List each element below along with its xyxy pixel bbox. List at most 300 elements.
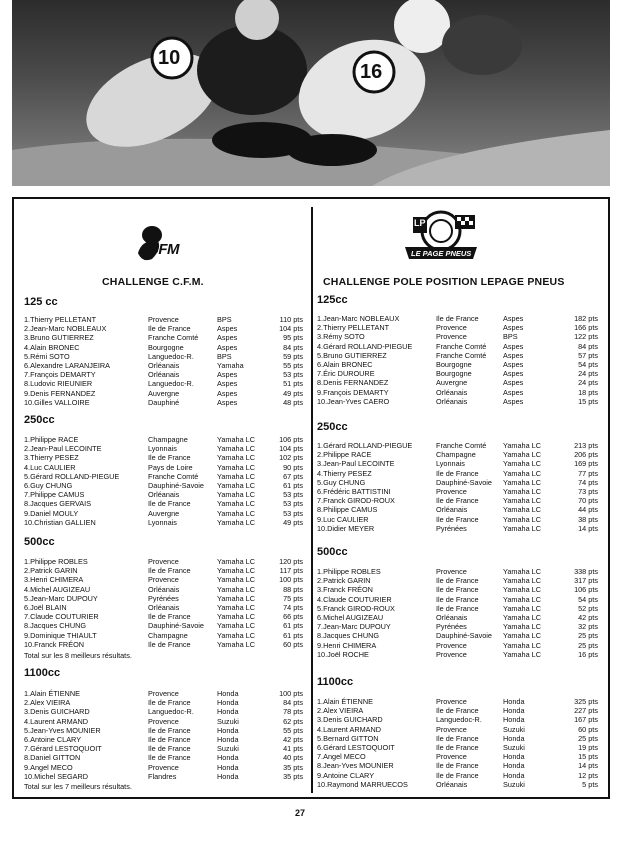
cell-rider: 10.Didier MEYER <box>317 523 375 533</box>
cell-machine: Yamaha LC <box>503 603 541 613</box>
cell-region: Auvergne <box>436 378 468 388</box>
cell-region: Provence <box>148 716 179 726</box>
cell-machine: Aspes <box>503 359 524 369</box>
cell-machine: Aspes <box>503 369 524 379</box>
cell-region: Ile de France <box>436 314 479 323</box>
cell-points: 16 pts <box>578 649 598 659</box>
cell-rider: 6.Alexandre LARANJEIRA <box>24 360 110 370</box>
cell-points: 41 pts <box>283 744 303 754</box>
cell-points: 60 pts <box>578 724 598 734</box>
cell-region: Orléanais <box>148 370 180 380</box>
table-row <box>22 640 305 649</box>
cell-region: Franche Comté <box>148 471 199 481</box>
cell-rider: 7.Philippe CAMUS <box>24 490 85 500</box>
cell-region: Flandres <box>148 771 177 781</box>
cell-region: Ile de France <box>148 499 191 509</box>
cell-rider: 4.Gérard ROLLAND-PIEGUE <box>317 341 413 351</box>
cell-rider: 3.Jean-Paul LECOINTE <box>317 459 395 469</box>
cell-rider: 8.Philippe CAMUS <box>317 505 378 515</box>
cell-points: 62 pts <box>283 716 303 726</box>
cell-rider: 7.Éric DUROURE <box>317 369 375 379</box>
table-row <box>22 379 305 388</box>
cell-rider: 7.Franck GIROD-ROUX <box>317 496 395 506</box>
cell-points: 49 pts <box>283 388 303 398</box>
cell-machine: Aspes <box>503 396 524 406</box>
cell-points: 77 pts <box>578 468 598 478</box>
results-panel <box>12 197 610 799</box>
table-row <box>317 595 604 604</box>
cell-region: Champagne <box>436 450 476 460</box>
cell-points: 100 pts <box>279 575 303 585</box>
cell-machine: Aspes <box>217 333 238 343</box>
cell-machine: Yamaha LC <box>503 612 541 622</box>
table-row <box>317 378 604 387</box>
table-row <box>22 594 305 603</box>
cell-rider: 10.Franck FRÉON <box>24 639 85 649</box>
table-row <box>317 332 604 341</box>
cell-region: Provence <box>436 640 467 650</box>
table-row <box>22 621 305 630</box>
table-row <box>22 772 305 781</box>
table-row <box>22 753 305 762</box>
lepage-section-1100-title: 1100cc <box>317 676 354 688</box>
cell-region: Ile de France <box>436 770 479 780</box>
cell-region: Provence <box>148 557 179 566</box>
table-row <box>317 585 604 594</box>
cell-region: Provence <box>436 724 467 734</box>
cell-machine: Honda <box>503 715 525 725</box>
cell-points: 35 pts <box>283 762 303 772</box>
cell-region: Provence <box>436 697 467 706</box>
lepage-pneus-logo <box>397 209 485 261</box>
cell-region: Orléanais <box>148 360 180 370</box>
cell-region: Ile de France <box>436 733 479 743</box>
cell-machine: Yamaha LC <box>217 517 255 527</box>
cell-machine: Yamaha LC <box>217 471 255 481</box>
cell-rider: 8.Denis FERNANDEZ <box>317 378 389 388</box>
table-row <box>317 604 604 613</box>
table-row <box>22 689 305 698</box>
table-row <box>22 472 305 481</box>
cell-region: Ile de France <box>148 753 191 763</box>
table-row <box>317 743 604 752</box>
table-row <box>317 351 604 360</box>
cell-points: 84 pts <box>283 698 303 708</box>
cell-region: Pyrénées <box>148 593 179 603</box>
cell-rider: 10.Michel SEGARD <box>24 771 89 781</box>
table-row <box>317 314 604 323</box>
cell-rider: 4.Luc CAULIER <box>24 462 76 472</box>
cell-points: 167 pts <box>574 715 598 725</box>
cell-rider: 4.Laurent ARMAND <box>24 716 89 726</box>
cell-points: 169 pts <box>574 459 598 469</box>
cell-points: 104 pts <box>279 324 303 334</box>
table-row <box>22 744 305 753</box>
cell-machine: Yamaha LC <box>503 523 541 533</box>
cell-machine: Yamaha LC <box>503 631 541 641</box>
table-row <box>317 487 604 496</box>
cell-machine: Yamaha LC <box>503 441 541 450</box>
cell-rider: 2.Patrick GARIN <box>317 576 371 586</box>
cell-machine: Yamaha LC <box>503 496 541 506</box>
cell-region: Provence <box>148 762 179 772</box>
cell-machine: Yamaha LC <box>217 630 255 640</box>
table-row <box>22 566 305 575</box>
cell-machine: Aspes <box>217 379 238 389</box>
table-row <box>22 518 305 527</box>
cell-points: 317 pts <box>574 576 598 586</box>
cell-points: 24 pts <box>578 369 598 379</box>
cell-rider: 5.Bruno GUTIERREZ <box>317 350 387 360</box>
table-row <box>22 763 305 772</box>
table-row <box>22 490 305 499</box>
cell-points: 42 pts <box>578 612 598 622</box>
cell-machine: Yamaha LC <box>503 649 541 659</box>
cell-points: 42 pts <box>283 734 303 744</box>
table-row <box>317 342 604 351</box>
table-row <box>22 557 305 566</box>
bike-number-16: 16 <box>360 61 383 83</box>
cell-machine: Honda <box>217 753 239 763</box>
cell-region: Pyrénées <box>436 523 467 533</box>
cell-points: 18 pts <box>578 387 598 397</box>
cell-region: Ile de France <box>436 603 479 613</box>
table-row <box>317 459 604 468</box>
cell-rider: 3.Henri CHIMERA <box>24 575 84 585</box>
cell-region: Orléanais <box>148 602 180 612</box>
cell-points: 25 pts <box>578 631 598 641</box>
column-divider <box>311 207 313 793</box>
cell-region: Orléanais <box>436 779 468 789</box>
table-row <box>317 469 604 478</box>
table-row <box>22 726 305 735</box>
cell-rider: 2.Alex VIEIRA <box>317 706 364 716</box>
cell-rider: 3.Rémy SOTO <box>317 332 365 342</box>
table-row <box>22 499 305 508</box>
cell-machine: Yamaha LC <box>217 444 255 454</box>
cell-machine: BPS <box>503 332 518 342</box>
cell-region: Orléanais <box>436 396 468 406</box>
cell-machine: Honda <box>217 698 239 708</box>
cell-points: 84 pts <box>578 341 598 351</box>
cell-points: 14 pts <box>578 523 598 533</box>
cell-region: Orléanais <box>148 490 180 500</box>
cell-region: Ile de France <box>436 514 479 524</box>
table-row <box>22 435 305 444</box>
cfm-section-125-title: 125 cc <box>24 296 58 308</box>
cell-machine: Yamaha LC <box>217 499 255 509</box>
cell-rider: 6.Guy CHUNG <box>24 480 73 490</box>
cell-machine: Honda <box>503 697 525 706</box>
cell-points: 166 pts <box>574 323 598 333</box>
race-photo <box>12 0 610 186</box>
lepage-section-250-title: 250cc <box>317 421 348 433</box>
cell-rider: 10.Jean-Yves CAERO <box>317 396 390 406</box>
table-row <box>317 771 604 780</box>
cell-rider: 9.Daniel MOULY <box>24 508 79 518</box>
table-row <box>317 761 604 770</box>
lepage-logo-mark: LP <box>414 218 426 228</box>
table-row <box>22 370 305 379</box>
cell-rider: 5.Jean-Yves MOUNIER <box>24 725 101 735</box>
cell-points: 40 pts <box>283 753 303 763</box>
cell-machine: Yamaha LC <box>503 585 541 595</box>
cell-points: 61 pts <box>283 621 303 631</box>
cell-points: 15 pts <box>578 396 598 406</box>
cfm-section-250-title: 250cc <box>24 414 55 426</box>
cell-machine: Yamaha LC <box>503 622 541 632</box>
cell-machine: Yamaha LC <box>217 453 255 463</box>
cell-machine: Yamaha LC <box>217 639 255 649</box>
cell-region: Ile de France <box>148 566 191 576</box>
bike-number-10: 10 <box>158 47 181 69</box>
cell-machine: Aspes <box>503 387 524 397</box>
cell-region: Bourgogne <box>436 359 472 369</box>
table-row <box>22 315 305 324</box>
cell-rider: 4.Thierry PESEZ <box>317 468 372 478</box>
cell-machine: Yamaha LC <box>503 576 541 586</box>
cfm-250-table <box>22 435 305 527</box>
cell-rider: 2.Jean-Paul LECOINTE <box>24 444 102 454</box>
cell-region: Provence <box>148 315 179 324</box>
cell-rider: 9.Luc CAULIER <box>317 514 369 524</box>
cell-rider: 2.Jean-Marc NOBLEAUX <box>24 324 107 334</box>
cell-machine: Yamaha LC <box>217 602 255 612</box>
cell-machine: Aspes <box>217 370 238 380</box>
cell-rider: 10.Raymond MARRUECOS <box>317 779 408 789</box>
cell-region: Franche Comté <box>436 441 487 450</box>
cell-points: 213 pts <box>574 441 598 450</box>
cell-region: Ile de France <box>148 324 191 334</box>
cell-region: Languedoc-R. <box>148 351 194 361</box>
cell-region: Ile de France <box>148 744 191 754</box>
table-row <box>317 622 604 631</box>
table-row <box>317 752 604 761</box>
cell-rider: 10.Christian GALLIEN <box>24 517 96 527</box>
cfm-1100-table <box>22 689 305 781</box>
cell-points: 32 pts <box>578 622 598 632</box>
cell-machine: Honda <box>217 771 239 781</box>
table-row <box>22 463 305 472</box>
cell-machine: Aspes <box>217 388 238 398</box>
cell-points: 53 pts <box>283 490 303 500</box>
cfm-500-note: Total sur les 8 meilleurs résultats. <box>24 651 132 660</box>
cell-points: 100 pts <box>279 689 303 698</box>
cfm-1100-note: Total sur les 7 meilleurs résultats. <box>24 782 132 791</box>
cell-rider: 1.Philippe ROBLES <box>24 557 88 566</box>
cfm-logo-text: CFM <box>148 241 179 258</box>
cell-region: Ile de France <box>436 761 479 771</box>
cell-points: 84 pts <box>283 342 303 352</box>
cell-points: 102 pts <box>279 453 303 463</box>
table-row <box>22 585 305 594</box>
cell-region: Dauphiné-Savoie <box>436 631 492 641</box>
cell-rider: 6.Antoine CLARY <box>24 734 82 744</box>
cell-machine: Yamaha LC <box>503 514 541 524</box>
table-row <box>317 450 604 459</box>
cell-machine: Honda <box>503 706 525 716</box>
cell-region: Bourgogne <box>436 369 472 379</box>
cell-points: 74 pts <box>578 477 598 487</box>
cell-region: Ile de France <box>436 576 479 586</box>
table-row <box>317 388 604 397</box>
cell-region: Franche Comté <box>436 341 487 351</box>
cell-points: 73 pts <box>578 486 598 496</box>
table-row <box>22 444 305 453</box>
cell-machine: Aspes <box>503 341 524 351</box>
cell-machine: Yamaha LC <box>217 621 255 631</box>
cell-region: Languedoc-R. <box>148 707 194 717</box>
cell-points: 19 pts <box>578 742 598 752</box>
cell-region: Ile de France <box>148 734 191 744</box>
table-row <box>22 612 305 621</box>
cfm-125-table <box>22 315 305 407</box>
cell-rider: 4.Alain BRONEC <box>24 342 80 352</box>
cell-rider: 1.Philippe ROBLES <box>317 567 381 576</box>
cell-rider: 2.Philippe RACE <box>317 450 372 460</box>
cell-points: 88 pts <box>283 584 303 594</box>
cell-rider: 5.Rémi SOTO <box>24 351 70 361</box>
cell-region: Orléanais <box>436 387 468 397</box>
cell-points: 61 pts <box>283 630 303 640</box>
table-row <box>317 478 604 487</box>
cell-machine: Yamaha LC <box>217 462 255 472</box>
cell-points: 67 pts <box>283 471 303 481</box>
table-row <box>22 603 305 612</box>
cell-machine: Yamaha LC <box>503 468 541 478</box>
cell-points: 55 pts <box>283 725 303 735</box>
cell-machine: Honda <box>217 725 239 735</box>
cfm-section-1100-title: 1100cc <box>24 667 61 679</box>
cell-points: 14 pts <box>578 761 598 771</box>
cell-machine: Yamaha LC <box>503 505 541 515</box>
cell-points: 325 pts <box>574 697 598 706</box>
cell-machine: Honda <box>503 733 525 743</box>
table-row <box>317 515 604 524</box>
cell-rider: 7.Gérard LESTOQUOIT <box>24 744 102 754</box>
cell-rider: 4.Michel AUGIZEAU <box>24 584 91 594</box>
cell-points: 38 pts <box>578 514 598 524</box>
cell-machine: Yamaha LC <box>503 450 541 460</box>
cell-rider: 8.Jean-Yves MOUNIER <box>317 761 394 771</box>
table-row <box>317 496 604 505</box>
cell-points: 48 pts <box>283 397 303 407</box>
table-row <box>317 734 604 743</box>
cell-rider: 1.Gérard ROLLAND-PIEGUE <box>317 441 413 450</box>
lepage-250-table <box>317 441 604 533</box>
cell-rider: 3.Thierry PESEZ <box>24 453 79 463</box>
table-row <box>317 706 604 715</box>
cell-machine: Yamaha LC <box>217 593 255 603</box>
cell-points: 95 pts <box>283 333 303 343</box>
cell-region: Provence <box>436 649 467 659</box>
table-row <box>317 369 604 378</box>
cell-region: Ile de France <box>436 468 479 478</box>
cell-region: Provence <box>436 567 467 576</box>
cell-machine: Aspes <box>217 342 238 352</box>
cell-machine: Yamaha LC <box>503 640 541 650</box>
cell-region: Pyrénées <box>436 622 467 632</box>
cell-machine: Suzuki <box>503 779 525 789</box>
cell-rider: 9.Antoine CLARY <box>317 770 375 780</box>
cell-points: 338 pts <box>574 567 598 576</box>
table-row <box>22 575 305 584</box>
cell-rider: 10.Joël ROCHE <box>317 649 369 659</box>
cell-machine: Yamaha LC <box>503 567 541 576</box>
cell-rider: 3.Denis GUICHARD <box>24 707 90 717</box>
cell-machine: Yamaha LC <box>503 594 541 604</box>
cell-region: Provence <box>436 323 467 333</box>
lepage-section-125-title: 125cc <box>317 294 348 306</box>
cell-machine: Yamaha LC <box>217 612 255 622</box>
cfm-logo <box>132 223 192 267</box>
cell-rider: 6.Joël BLAIN <box>24 602 67 612</box>
cell-rider: 9.Angel MECO <box>24 762 73 772</box>
table-row <box>22 343 305 352</box>
cell-points: 44 pts <box>578 505 598 515</box>
cell-points: 15 pts <box>578 752 598 762</box>
cell-rider: 5.Gérard ROLLAND-PIEGUE <box>24 471 120 481</box>
cell-region: Ile de France <box>148 725 191 735</box>
cell-region: Ile de France <box>148 639 191 649</box>
cell-rider: 6.Michel AUGIZEAU <box>317 612 384 622</box>
table-row <box>22 509 305 518</box>
table-row <box>317 524 604 533</box>
table-row <box>317 641 604 650</box>
cell-rider: 7.François DEMARTY <box>24 370 96 380</box>
table-row <box>22 389 305 398</box>
cell-points: 104 pts <box>279 444 303 454</box>
table-row <box>22 333 305 342</box>
cell-region: Provence <box>436 332 467 342</box>
cell-rider: 8.Ludovic RIEUNIER <box>24 379 93 389</box>
table-row <box>317 505 604 514</box>
table-row <box>22 735 305 744</box>
cell-region: Orléanais <box>436 612 468 622</box>
table-row <box>22 453 305 462</box>
table-row <box>22 352 305 361</box>
cell-region: Orléanais <box>148 584 180 594</box>
cell-region: Pays de Loire <box>148 462 193 472</box>
cell-machine: Yamaha LC <box>217 480 255 490</box>
cell-region: Franche Comté <box>148 333 199 343</box>
cell-rider: 1.Alain ÉTIENNE <box>24 689 80 698</box>
cell-points: 35 pts <box>283 771 303 781</box>
cell-region: Ile de France <box>436 706 479 716</box>
cell-points: 122 pts <box>574 332 598 342</box>
cell-machine: Aspes <box>503 323 524 333</box>
table-row <box>317 567 604 576</box>
cell-rider: 7.Angel MECO <box>317 752 366 762</box>
cell-machine: Suzuki <box>217 744 239 754</box>
cell-region: Ile de France <box>148 453 191 463</box>
cell-rider: 6.Frédéric BATTISTINI <box>317 486 391 496</box>
cell-points: 78 pts <box>283 707 303 717</box>
cell-points: 59 pts <box>283 351 303 361</box>
cell-points: 61 pts <box>283 480 303 490</box>
cell-region: Lyonnais <box>436 459 465 469</box>
cell-machine: Honda <box>217 707 239 717</box>
cell-machine: Yamaha <box>217 360 244 370</box>
cell-machine: Yamaha LC <box>217 490 255 500</box>
cell-machine: Yamaha LC <box>217 575 255 585</box>
cfm-500-table <box>22 557 305 649</box>
cell-machine: Yamaha LC <box>217 435 255 444</box>
cell-points: 182 pts <box>574 314 598 323</box>
cell-points: 60 pts <box>283 639 303 649</box>
table-row <box>317 650 604 659</box>
cell-machine: Honda <box>217 734 239 744</box>
